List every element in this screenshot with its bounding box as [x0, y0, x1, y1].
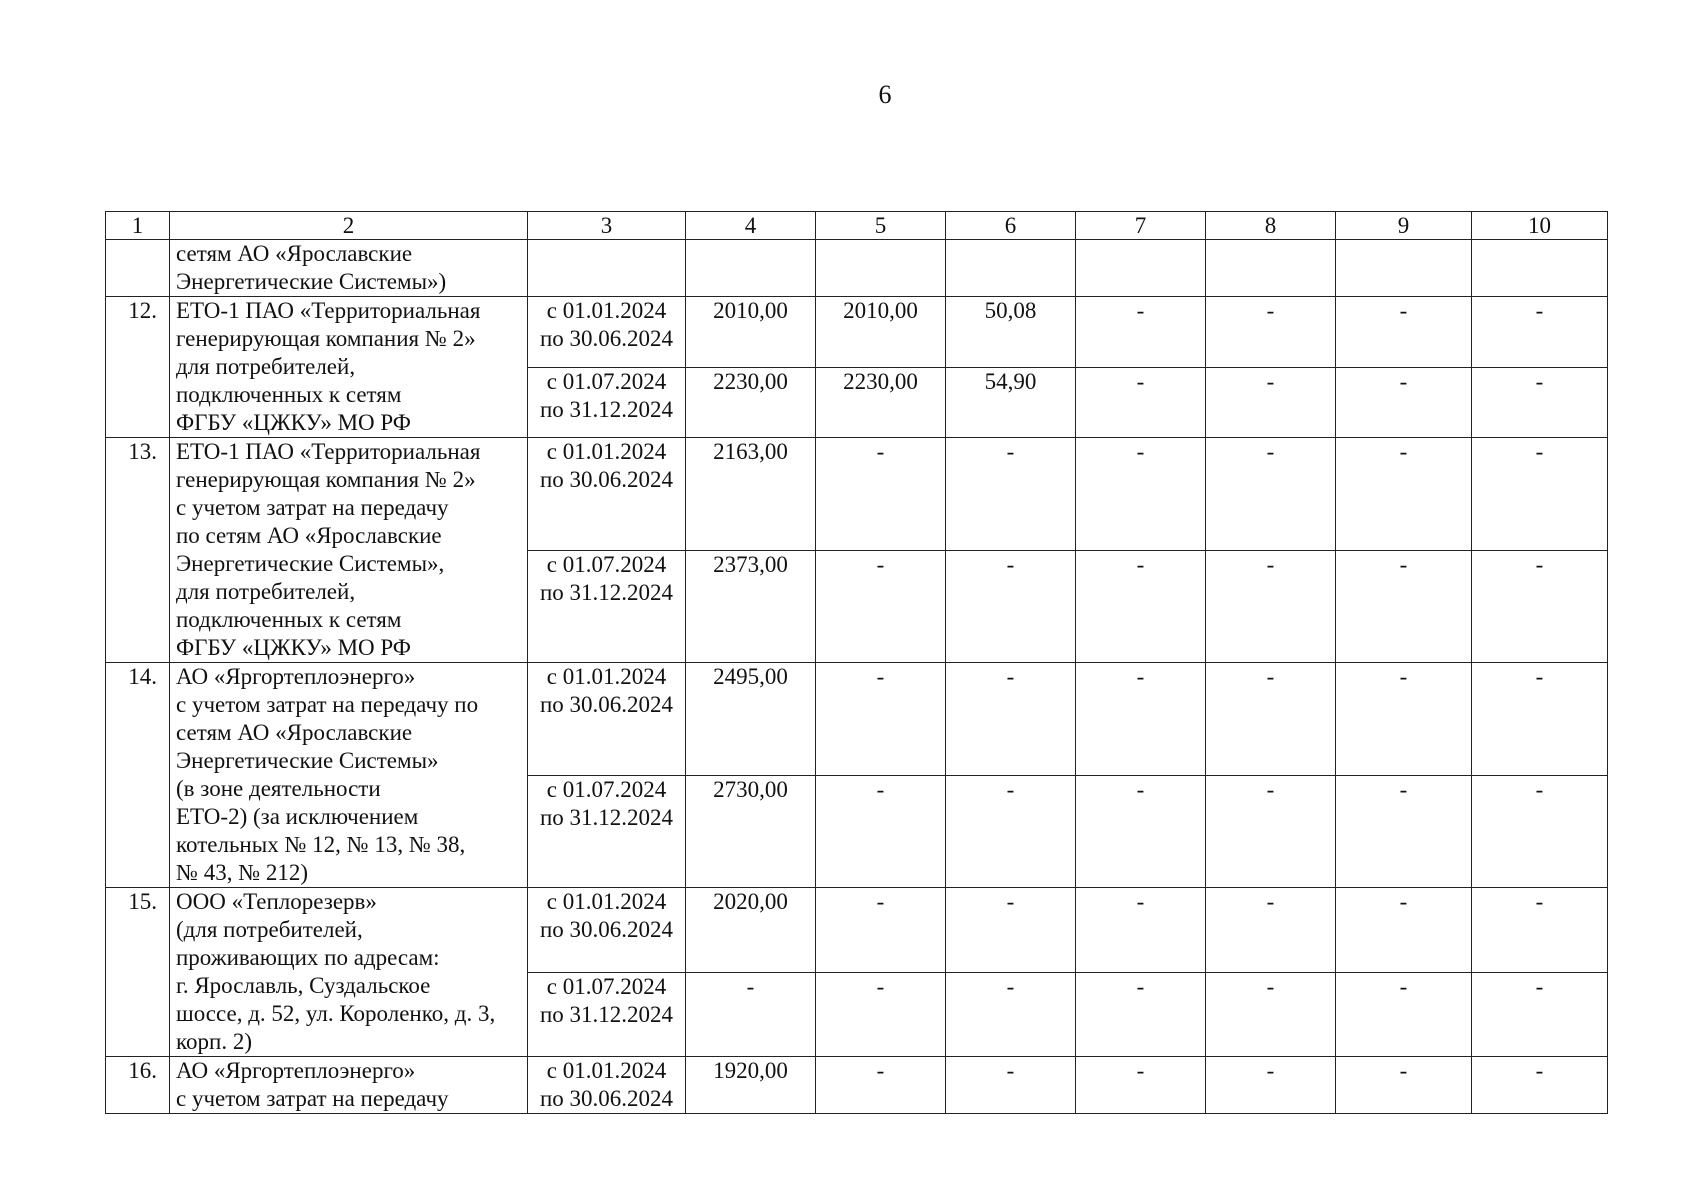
tariff-value-cell: -	[1336, 297, 1472, 368]
column-header: 3	[528, 212, 686, 240]
empty-cell	[1336, 240, 1472, 297]
column-header: 9	[1336, 212, 1472, 240]
tariff-value-cell: -	[1472, 367, 1608, 438]
tariff-value-cell: -	[946, 972, 1076, 1057]
text-line: корп. 2)	[176, 1029, 252, 1054]
tariff-value-cell: -	[1206, 972, 1336, 1057]
text-line: с 01.07.2024	[546, 551, 667, 577]
column-header: 1	[106, 212, 170, 240]
tariff-value-cell: 50,08	[946, 297, 1076, 368]
tariff-value-cell: -	[1336, 972, 1472, 1057]
empty-cell	[686, 240, 816, 297]
text-line: по сетям АО «Ярославские	[176, 523, 442, 548]
tariff-value-cell: -	[1336, 663, 1472, 776]
column-header: 5	[816, 212, 946, 240]
table-row	[106, 888, 1608, 973]
text-line: генерирующая компания № 2»	[176, 467, 476, 492]
continuation-row	[106, 240, 1608, 297]
empty-cell	[946, 240, 1076, 297]
text-line: ФГБУ «ЦЖКУ» МО РФ	[176, 635, 411, 660]
column-header: 7	[1076, 212, 1206, 240]
tariff-value-cell: 2373,00	[686, 550, 816, 663]
tariff-value-cell: 54,90	[946, 367, 1076, 438]
empty-cell	[816, 240, 946, 297]
tariff-value-cell: -	[946, 1057, 1076, 1114]
tariff-value-cell: -	[1336, 438, 1472, 551]
row-number-cell: 15.	[106, 888, 170, 1057]
text-line: Энергетические Системы»	[176, 748, 439, 773]
tariff-value-cell: -	[816, 550, 946, 663]
tariff-value-cell: -	[1076, 1057, 1206, 1114]
row-number-cell: 13.	[106, 438, 170, 663]
tariff-value-cell: 2730,00	[686, 775, 816, 888]
tariff-value-cell: 2020,00	[686, 888, 816, 973]
text-line: по 31.12.2024	[539, 579, 674, 605]
tariff-value-cell: 2230,00	[686, 367, 816, 438]
text-line: АО «Яргортеплоэнерго»	[176, 664, 416, 689]
text-line: с учетом затрат на передачу по	[176, 692, 479, 717]
text-line: ЕТО-1 ПАО «Территориальная	[176, 298, 481, 323]
tariff-value-cell: -	[1206, 663, 1336, 776]
tariff-value-cell: -	[1206, 550, 1336, 663]
text-line: по 30.06.2024	[539, 1086, 674, 1111]
text-line: с 01.01.2024	[546, 1058, 667, 1083]
tariff-value-cell: -	[946, 663, 1076, 776]
row-number-cell	[106, 240, 170, 297]
tariff-value-cell: -	[1076, 438, 1206, 551]
tariff-value-cell: -	[1206, 888, 1336, 973]
tariff-value-cell: 2163,00	[686, 438, 816, 551]
tariff-value-cell: -	[946, 775, 1076, 888]
table-row	[106, 1057, 1608, 1114]
text-line: сетям АО «Ярославские	[176, 241, 413, 266]
row-number-cell: 12.	[106, 297, 170, 438]
tariff-value-cell: 2010,00	[816, 297, 946, 368]
tariff-value-cell: -	[816, 1057, 946, 1114]
tariff-value-cell: -	[1472, 663, 1608, 776]
text-line: с 01.01.2024	[546, 439, 667, 464]
text-line: ЕТО-1 ПАО «Территориальная	[176, 439, 481, 464]
period-cell	[528, 297, 686, 368]
tariff-value-cell: -	[1336, 367, 1472, 438]
row-number-cell: 16.	[106, 1057, 170, 1114]
tariff-value-cell: -	[1336, 550, 1472, 663]
tariff-value-cell: -	[1076, 367, 1206, 438]
tariff-value-cell: -	[1336, 775, 1472, 888]
tariff-value-cell: -	[946, 550, 1076, 663]
tariff-value-cell: -	[1206, 1057, 1336, 1114]
table-row	[106, 297, 1608, 368]
empty-cell	[1076, 240, 1206, 297]
text-line: сетям АО «Ярославские	[176, 720, 413, 745]
tariff-value-cell: -	[1472, 550, 1608, 663]
text-line: (в зоне деятельности	[176, 776, 381, 801]
text-line: с 01.01.2024	[546, 664, 667, 689]
period-cell	[528, 775, 686, 888]
text-line: генерирующая компания № 2»	[176, 326, 476, 351]
column-header: 10	[1472, 212, 1608, 240]
period-cell	[528, 972, 686, 1057]
column-header: 8	[1206, 212, 1336, 240]
tariff-value-cell: -	[1472, 438, 1608, 551]
consumer-name-cell	[170, 297, 528, 438]
page-number: 6	[878, 80, 892, 109]
text-line: с 01.07.2024	[546, 973, 667, 999]
tariff-value-cell: -	[816, 438, 946, 551]
tariff-value-cell: -	[816, 972, 946, 1057]
text-line: для потребителей,	[176, 579, 356, 604]
period-cell	[528, 888, 686, 973]
period-cell	[528, 663, 686, 776]
period-cell	[528, 550, 686, 663]
table-row	[106, 438, 1608, 551]
text-line: (для потребителей,	[176, 917, 363, 942]
tariff-value-cell: -	[1076, 550, 1206, 663]
tariff-value-cell: -	[946, 888, 1076, 973]
tariff-value-cell: -	[1472, 297, 1608, 368]
text-line: по 30.06.2024	[539, 692, 674, 717]
tariff-value-cell: -	[1076, 297, 1206, 368]
tariff-value-cell: 2230,00	[816, 367, 946, 438]
text-line: котельных № 12, № 13, № 38,	[176, 832, 466, 857]
tariff-value-cell: -	[1206, 367, 1336, 438]
text-line: по 31.12.2024	[539, 1001, 674, 1027]
text-line: Энергетические Системы»)	[176, 269, 447, 294]
text-line: с учетом затрат на передачу	[176, 495, 449, 520]
tariff-value-cell: -	[686, 972, 816, 1057]
text-line: г. Ярославль, Суздальское	[176, 973, 431, 998]
text-line: с 01.07.2024	[546, 776, 667, 802]
tariff-value-cell: -	[816, 888, 946, 973]
tariff-value-cell: -	[1336, 1057, 1472, 1114]
text-line: по 31.12.2024	[539, 396, 674, 422]
tariff-value-cell: 1920,00	[686, 1057, 816, 1114]
tariff-value-cell: -	[1076, 888, 1206, 973]
text-line: с учетом затрат на передачу	[176, 1086, 449, 1111]
text-line: АО «Яргортеплоэнерго»	[176, 1058, 416, 1083]
text-line: № 43, № 212)	[176, 860, 309, 885]
text-line: ЕТО-2) (за исключением	[176, 804, 419, 829]
tariff-value-cell: -	[946, 438, 1076, 551]
empty-cell	[528, 240, 686, 297]
text-line: подключенных к сетям	[176, 607, 402, 632]
empty-cell	[1472, 240, 1608, 297]
row-number-cell: 14.	[106, 663, 170, 888]
tariff-value-cell: -	[1336, 888, 1472, 973]
tariff-value-cell: -	[816, 775, 946, 888]
consumer-name-cell	[170, 438, 528, 663]
period-cell	[528, 1057, 686, 1114]
tariff-value-cell: -	[1076, 775, 1206, 888]
period-cell	[528, 367, 686, 438]
text-line: ФГБУ «ЦЖКУ» МО РФ	[176, 410, 411, 435]
tariff-value-cell: -	[1472, 775, 1608, 888]
empty-cell	[1206, 240, 1336, 297]
text-line: подключенных к сетям	[176, 382, 402, 407]
tariff-value-cell: -	[1206, 438, 1336, 551]
tariff-value-cell: -	[816, 663, 946, 776]
tariff-value-cell: -	[1076, 663, 1206, 776]
text-line: с 01.01.2024	[546, 889, 667, 914]
text-line: по 31.12.2024	[539, 804, 674, 830]
header-row	[106, 212, 1608, 240]
tariff-value-cell: -	[1472, 972, 1608, 1057]
period-cell	[528, 438, 686, 551]
text-line: проживающих по адресам:	[176, 945, 440, 970]
tariff-table	[105, 211, 1608, 1114]
text-line: шоссе, д. 52, ул. Короленко, д. 3,	[176, 1001, 496, 1026]
text-line: по 30.06.2024	[539, 917, 674, 942]
text-line: по 30.06.2024	[539, 326, 674, 351]
text-line: ООО «Теплорезерв»	[176, 889, 377, 914]
tariff-value-cell: 2495,00	[686, 663, 816, 776]
column-header: 4	[686, 212, 816, 240]
column-header: 6	[946, 212, 1076, 240]
consumer-name-cell	[170, 888, 528, 1057]
text-line: с 01.07.2024	[546, 368, 667, 394]
tariff-value-cell: 2010,00	[686, 297, 816, 368]
text-line: по 30.06.2024	[539, 467, 674, 492]
tariff-value-cell: -	[1076, 972, 1206, 1057]
tariff-value-cell: -	[1206, 775, 1336, 888]
tariff-value-cell: -	[1472, 888, 1608, 973]
consumer-name-cell	[170, 240, 528, 297]
tariff-value-cell: -	[1472, 1057, 1608, 1114]
text-line: для потребителей,	[176, 354, 356, 379]
consumer-name-cell	[170, 1057, 528, 1114]
text-line: Энергетические Системы»,	[176, 551, 445, 576]
table-row	[106, 663, 1608, 776]
consumer-name-cell	[170, 663, 528, 888]
text-line: с 01.01.2024	[546, 298, 667, 323]
column-header: 2	[170, 212, 528, 240]
tariff-value-cell: -	[1206, 297, 1336, 368]
